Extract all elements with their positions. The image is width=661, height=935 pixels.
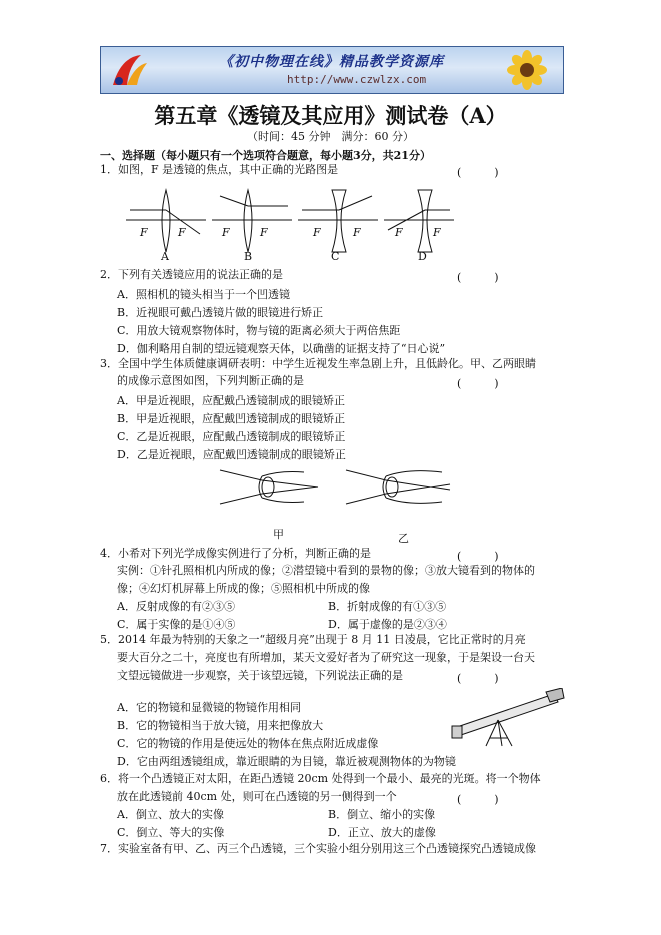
question-3-option-c: C．乙是近视眼，应配戴凸透镜制成的眼镜矫正 bbox=[117, 430, 346, 443]
answer-blank: ( ) bbox=[457, 793, 499, 806]
answer-blank: ( ) bbox=[457, 271, 499, 284]
question-5-stem-line-1: 5．2014 年最为特别的天象之一“超级月亮”出现于 8 月 11 日凌晨，它比正常时的月亮 bbox=[100, 633, 526, 646]
focus-label: F bbox=[140, 226, 148, 239]
site-banner bbox=[100, 46, 564, 94]
question-5-option-a: A．它的物镜和显微镜的物镜作用相同 bbox=[117, 701, 301, 714]
page-subtitle: （时间：45 分钟 满分：60 分） bbox=[247, 130, 414, 143]
focus-label: F bbox=[260, 226, 268, 239]
question-4-option-d: D．属于虚像的是②③④ bbox=[328, 618, 447, 631]
focus-label: F bbox=[222, 226, 230, 239]
diagram-caption-c: C bbox=[331, 250, 340, 263]
answer-blank: ( ) bbox=[457, 550, 499, 563]
question-3-option-d: D．乙是近视眼，应配戴凹透镜制成的眼镜矫正 bbox=[117, 448, 346, 461]
focus-label: F bbox=[433, 226, 441, 239]
question-4-option-a: A．反射成像的有②③⑤ bbox=[117, 600, 235, 613]
diagram-caption-d: D bbox=[418, 250, 427, 263]
answer-blank: ( ) bbox=[457, 672, 499, 685]
question-4-example-line-2: 像；④幻灯机屏幕上所成的像；⑤照相机中所成的像 bbox=[117, 582, 370, 595]
question-6-option-c: C．倒立、等大的实像 bbox=[117, 826, 225, 839]
diagram-caption-a: A bbox=[161, 250, 169, 263]
eye-label-yi: 乙 bbox=[398, 532, 409, 545]
focus-label: F bbox=[353, 226, 361, 239]
banner-url: http://www.czwlzx.com bbox=[287, 73, 427, 86]
question-3-eye-diagram bbox=[218, 466, 454, 508]
question-5-option-b: B．它的物镜相当于放大镜，用来把像放大 bbox=[117, 719, 324, 732]
question-6-stem-line-2: 放在此透镜前 40cm 处，则可在凸透镜的另一侧得到一个 bbox=[117, 790, 397, 803]
banner-site-name: 《初中物理在线》精品教学资源库 bbox=[219, 54, 444, 70]
question-4-option-c: C．属于实像的是①④⑤ bbox=[117, 618, 236, 631]
question-2-option-b: B．近视眼可戴凸透镜片做的眼镜进行矫正 bbox=[117, 306, 324, 319]
eye-label-jia: 甲 bbox=[273, 528, 284, 541]
question-6-option-d: D．正立、放大的虚像 bbox=[328, 826, 436, 839]
question-3-stem-line-1: 3．全国中学生体质健康调研表明：中学生近视发生率急剧上升，且低龄化。甲、乙两眼睛 bbox=[100, 357, 536, 370]
answer-blank: ( ) bbox=[457, 377, 499, 390]
question-5-option-d: D．它由两组透镜组成，靠近眼睛的为目镜，靠近被观测物体的为物镜 bbox=[117, 755, 456, 768]
question-3-stem-line-2: 的成像示意图如图，下列判断正确的是 bbox=[117, 374, 304, 387]
question-3-option-b: B．甲是近视眼，应配戴凹透镜制成的眼镜矫正 bbox=[117, 412, 346, 425]
question-1-stem: 1．如图，F 是透镜的焦点，其中正确的光路图是 bbox=[100, 163, 339, 176]
question-4-stem: 4．小希对下列光学成像实例进行了分析，判断正确的是 bbox=[100, 547, 371, 560]
telescope-icon bbox=[446, 688, 566, 748]
question-6-option-b: B．倒立、缩小的实像 bbox=[328, 808, 436, 821]
site-logo-icon bbox=[107, 51, 151, 89]
focus-label: F bbox=[178, 226, 186, 239]
question-6-stem-line-1: 6．将一个凸透镜正对太阳，在距凸透镜 20cm 处得到一个最小、最亮的光斑。将一个物体 bbox=[100, 772, 541, 785]
focus-label: F bbox=[395, 226, 403, 239]
question-1-lens-diagram bbox=[120, 186, 455, 258]
question-2-stem: 2．下列有关透镜应用的说法正确的是 bbox=[100, 268, 283, 281]
question-5-option-c: C．它的物镜的作用是使远处的物体在焦点附近成虚像 bbox=[117, 737, 379, 750]
question-4-example-line-1: 实例：①针孔照相机内所成的像；②潜望镜中看到的景物的像；③放大镜看到的物体的 bbox=[117, 564, 535, 577]
section-heading: 一、选择题（每小题只有一个选项符合题意，每小题3分，共21分） bbox=[100, 149, 431, 162]
page-title: 第五章《透镜及其应用》测试卷（A） bbox=[154, 103, 507, 128]
question-7-stem: 7．实验室备有甲、乙、丙三个凸透镜，三个实验小组分别用这三个凸透镜探究凸透镜成像 bbox=[100, 842, 536, 855]
question-3-option-a: A．甲是近视眼，应配戴凸透镜制成的眼镜矫正 bbox=[117, 394, 345, 407]
question-5-stem-line-3: 文望远镜做进一步观察，关于该望远镜，下列说法正确的是 bbox=[117, 669, 403, 682]
sunflower-icon bbox=[497, 50, 557, 90]
answer-blank: ( ) bbox=[457, 166, 499, 179]
question-2-option-d: D．伽利略用自制的望远镜观察天体，以确凿的证据支持了“日心说” bbox=[117, 342, 446, 355]
question-2-option-a: A．照相机的镜头相当于一个凹透镜 bbox=[117, 288, 290, 301]
diagram-caption-b: B bbox=[244, 250, 253, 263]
question-2-option-c: C．用放大镜观察物体时，物与镜的距离必须大于两倍焦距 bbox=[117, 324, 401, 337]
focus-label: F bbox=[313, 226, 321, 239]
question-6-option-a: A．倒立、放大的实像 bbox=[117, 808, 224, 821]
question-5-stem-line-2: 要大百分之二十，亮度也有所增加，某天文爱好者为了研究这一现象，于是架设一台天 bbox=[117, 651, 535, 664]
question-4-option-b: B．折射成像的有①③⑤ bbox=[328, 600, 447, 613]
